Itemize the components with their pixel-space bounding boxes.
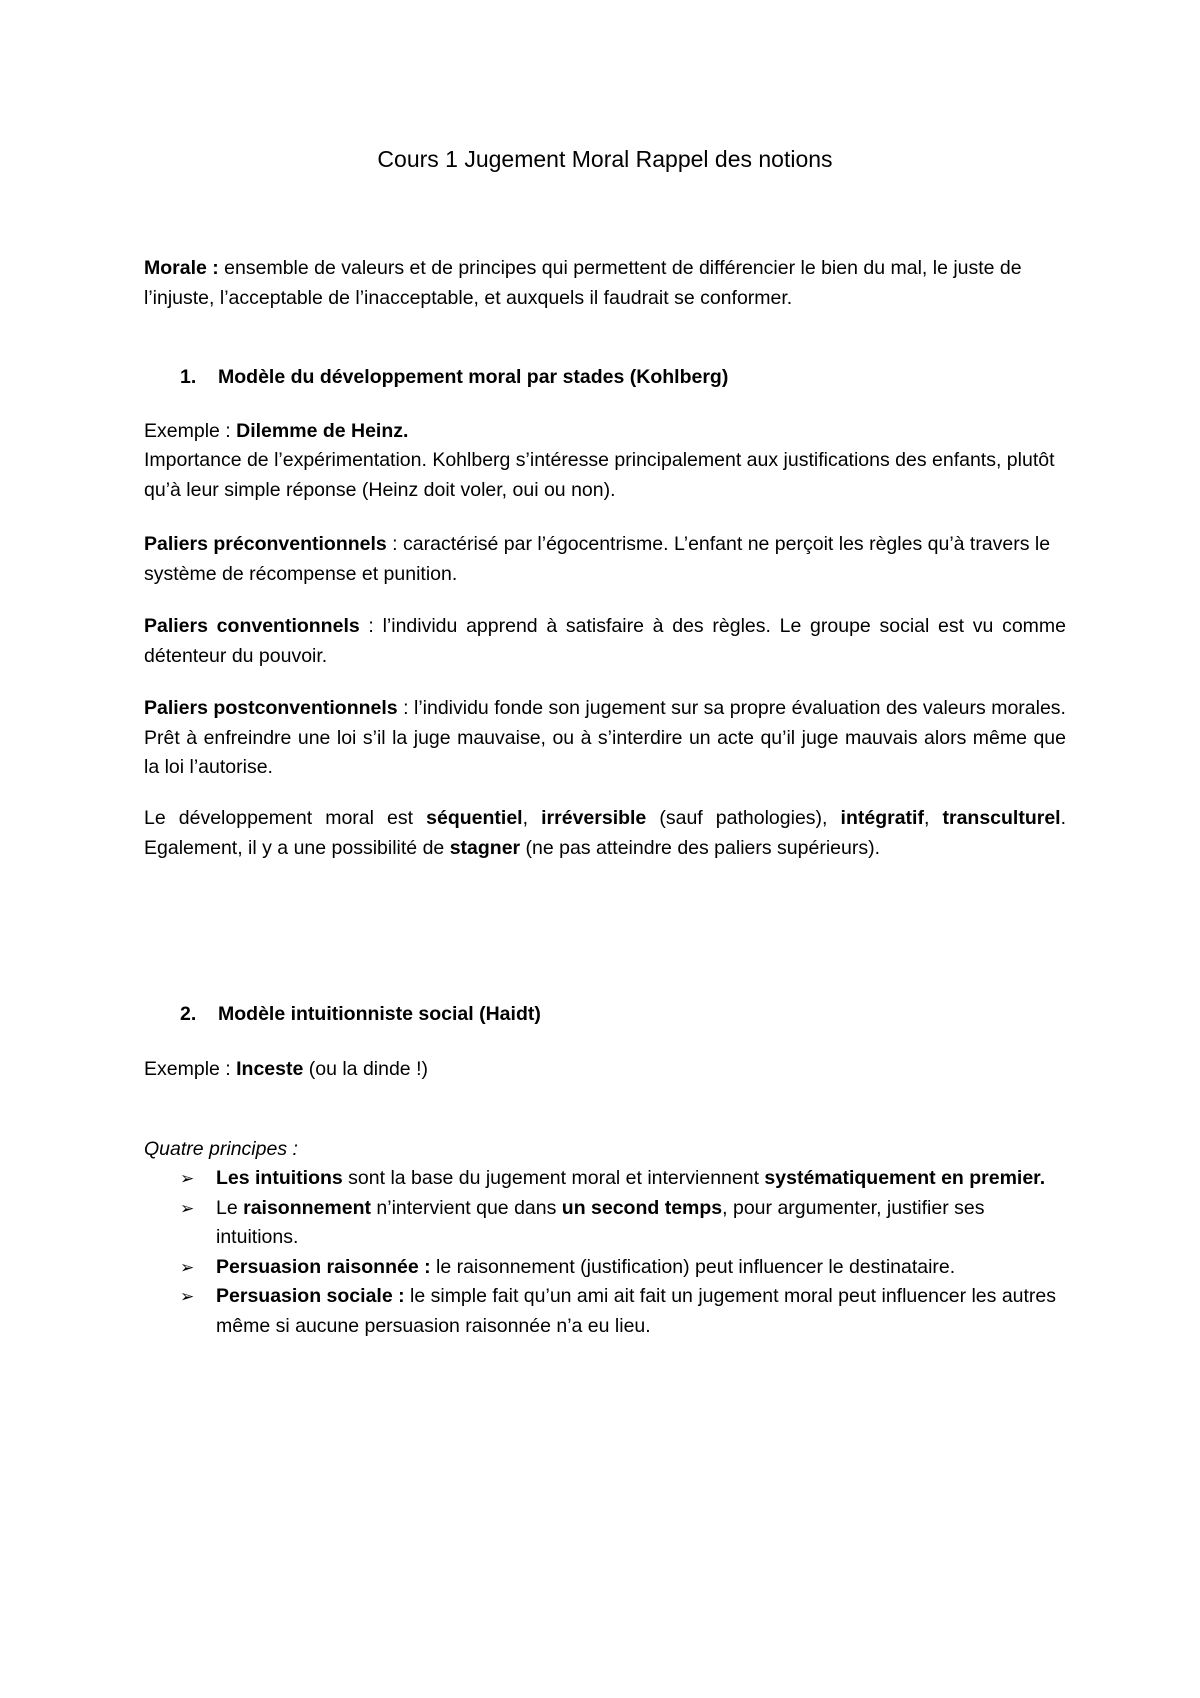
section-1-number: 1. [180,366,197,388]
palier-text: : caractérisé par l’égocentrisme. L’enfant ne perçoit les règles qu’à travers le système de récompense et punition. [144,533,1051,585]
page-title: Cours 1 Jugement Moral Rappel des notions [377,146,833,172]
arrow-bullet-icon: ➢ [180,1257,195,1277]
arrow-bullet-icon: ➢ [180,1198,195,1218]
arrow-bullet-icon: ➢ [180,1287,195,1306]
section-1-title: Modèle du développement moral par stades (Kohlberg) [218,366,729,388]
list-item [180,1282,1066,1341]
example-prefix: Exemple : [144,420,237,442]
list-item [180,1194,1066,1253]
example-suffix: (ou la dinde !) [303,1058,428,1080]
text: le simple fait qu’un ami ait fait un jugement moral peut influencer les autres même si aucune persuasion raisonnée n’a eu lieu. [216,1285,1057,1337]
keyword: systématiquement en premier. [764,1167,1046,1189]
keyword: Persuasion sociale : [216,1285,405,1307]
section-1-heading [180,363,728,393]
paliers-preconventionnels [144,530,1066,589]
list-item [180,1164,1066,1194]
text: (ne pas atteindre des paliers supérieurs). [520,836,880,859]
section-1-importance: Importance de l’expérimentation. Kohlberg s’intéresse principalement aux justifications des enfants, plutôt qu’à leur simple réponse (Heinz doit voler, oui ou non). [144,449,1055,501]
keyword: Persuasion raisonnée : [216,1255,431,1278]
palier-text: : l’individu apprend à satisfaire à des règles. Le groupe social est vu comme détenteur du pouvoir. [144,615,1067,667]
principles-list [180,1164,1066,1341]
section-2-heading [180,1000,541,1030]
section-2-example [144,1055,1066,1085]
example-name: Dilemme de Heinz. [236,420,409,442]
keyword: raisonnement [243,1196,371,1219]
paliers-postconventionnels [144,694,1066,783]
palier-term: Paliers conventionnels [144,615,360,637]
text: le raisonnement (justification) peut influencer le destinataire. [430,1255,956,1278]
palier-text: : l’individu fonde son jugement sur sa propre évaluation des valeurs morales. Prêt à enfreindre une loi s’il la juge mauvaise, ou à s’interdire un acte qu’il juge mauvais alors même que la loi l’autorise. [144,697,1066,778]
section-2-number: 2. [180,1003,197,1025]
keyword: séquentiel [426,807,523,829]
section-1-example [144,417,1066,447]
morale-definition [144,254,1066,313]
principles-label [144,1135,1066,1165]
section-2-title: Modèle intuitionniste social (Haidt) [218,1003,541,1025]
definition-term: Morale : [144,257,219,279]
developpement-moral-paragraph [144,804,1066,863]
palier-term: Paliers préconventionnels [144,533,387,555]
text: Le [216,1196,244,1219]
arrow-bullet-icon: ➢ [180,1169,195,1188]
text: (sauf pathologies), [646,807,841,829]
keyword: un second temps [561,1196,723,1219]
example-prefix: Exemple : [144,1058,237,1080]
keyword: irréversible [541,807,647,829]
text: . Egalement, il y a une possibilité de [144,807,1067,859]
text: , [923,807,943,829]
principles-label-text: Quatre principes : [144,1138,298,1160]
example-name: Inceste [236,1058,304,1080]
keyword: intégratif [840,807,924,829]
keyword: Les intuitions [216,1167,343,1189]
text: n’intervient que dans [370,1196,562,1219]
keyword: transculturel [942,807,1061,829]
text: , [522,807,542,829]
list-item [180,1253,1066,1283]
text: Le développement moral est [144,807,427,829]
text: sont la base du jugement moral et interviennent [342,1167,765,1189]
paliers-conventionnels [144,612,1066,671]
text: , pour argumenter, justifier ses intuitions. [216,1196,985,1248]
keyword: stagner [449,836,521,859]
definition-text: ensemble de valeurs et de principes qui permettent de différencier le bien du mal, le juste de l’injuste, l’acceptable de l’inacceptable, et auxquels il faudrait se conformer. [144,257,1022,309]
palier-term: Paliers postconventionnels [144,697,398,719]
